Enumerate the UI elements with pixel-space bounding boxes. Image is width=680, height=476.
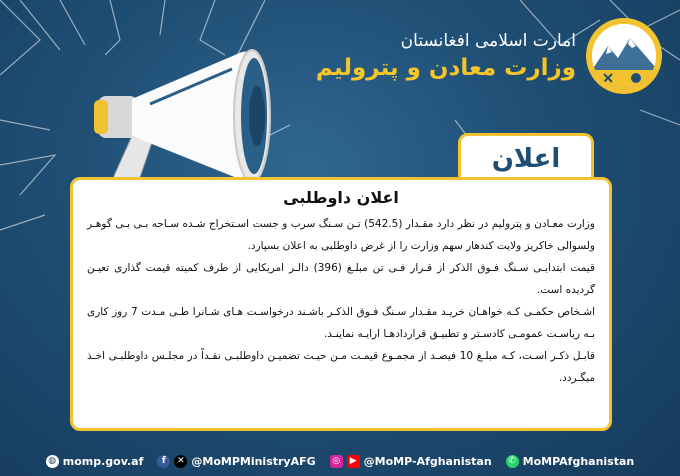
- globe-icon: ◍: [46, 455, 59, 468]
- whatsapp-label: MoMPAfghanistan: [522, 455, 635, 468]
- x-icon: ✕: [174, 455, 187, 468]
- facebook-icon: f: [157, 455, 170, 468]
- announcement-tab-label: اعلان: [491, 144, 561, 174]
- footer-youtube[interactable]: [330, 455, 492, 468]
- youtube-label: @MoMP-Afghanistan: [363, 455, 492, 468]
- instagram-icon: ◎: [330, 455, 343, 468]
- whatsapp-icon: ✆: [506, 455, 519, 468]
- footer-twitter[interactable]: [157, 455, 315, 468]
- notice-paragraph-4: قابـل ذکـر اسـت، کـه مبلـغ 10 فیصـد از مجمـوع قیمـت مـن حیـث تضمیـن داوطلبـی نقـداً در مجلـس داوطلبـی اخـذ میگـردد.: [87, 350, 595, 384]
- emirate-title: امارت اسلامی افغانستان: [400, 31, 576, 51]
- megaphone-icon: [92, 44, 292, 194]
- youtube-icon: ▶: [347, 455, 360, 468]
- footer-whatsapp[interactable]: [506, 455, 635, 468]
- notice-title: اعلان داوطلبی: [283, 188, 399, 207]
- website-label: momp.gov.af: [62, 455, 144, 468]
- twitter-label: @MoMPMinistryAFG: [191, 455, 316, 468]
- notice-paragraph-3: اشـخاص حکمـی کـه خواهـان خریـد مقـدار سـنگ فـوق الذکـر باشـند درخواسـت هـای شـانرا طـی مـدت 7 روز کاری بـه ریاسـت عمومـی کادسـتر و تطبیـق قراردادهـا ارایـه نماینـد.: [87, 306, 596, 340]
- announcement-tab: [458, 133, 594, 182]
- ministry-logo: [586, 18, 662, 94]
- ministry-title: وزارت معادن و پترولیم: [315, 55, 576, 81]
- notice-paragraph-1: وزارت معـادن و پترولیم در نظر دارد مقـدار (542.5) تـن سـنگ سرب و جست اسـتخراج شـده سـاحه بـی بـی گوهـر ولسوالی خاکریز ولایت کندهار سهم وزارت را از غرض داوطلبی به اعلان بسپارد.: [87, 218, 595, 252]
- notice-card: [70, 177, 612, 431]
- social-footer: [0, 455, 680, 468]
- ministry-titles: [316, 31, 576, 81]
- notice-paragraph-2: قیمت ابتدایـی سـنگ فـوق الذکر از قـرار فـی تن مبلـغ (396) دالـر امریکایی از طرف کمیته قیمت گذاری تعیـن گردیده است.: [87, 262, 595, 296]
- footer-website[interactable]: [46, 455, 144, 468]
- ministry-header: [316, 18, 662, 94]
